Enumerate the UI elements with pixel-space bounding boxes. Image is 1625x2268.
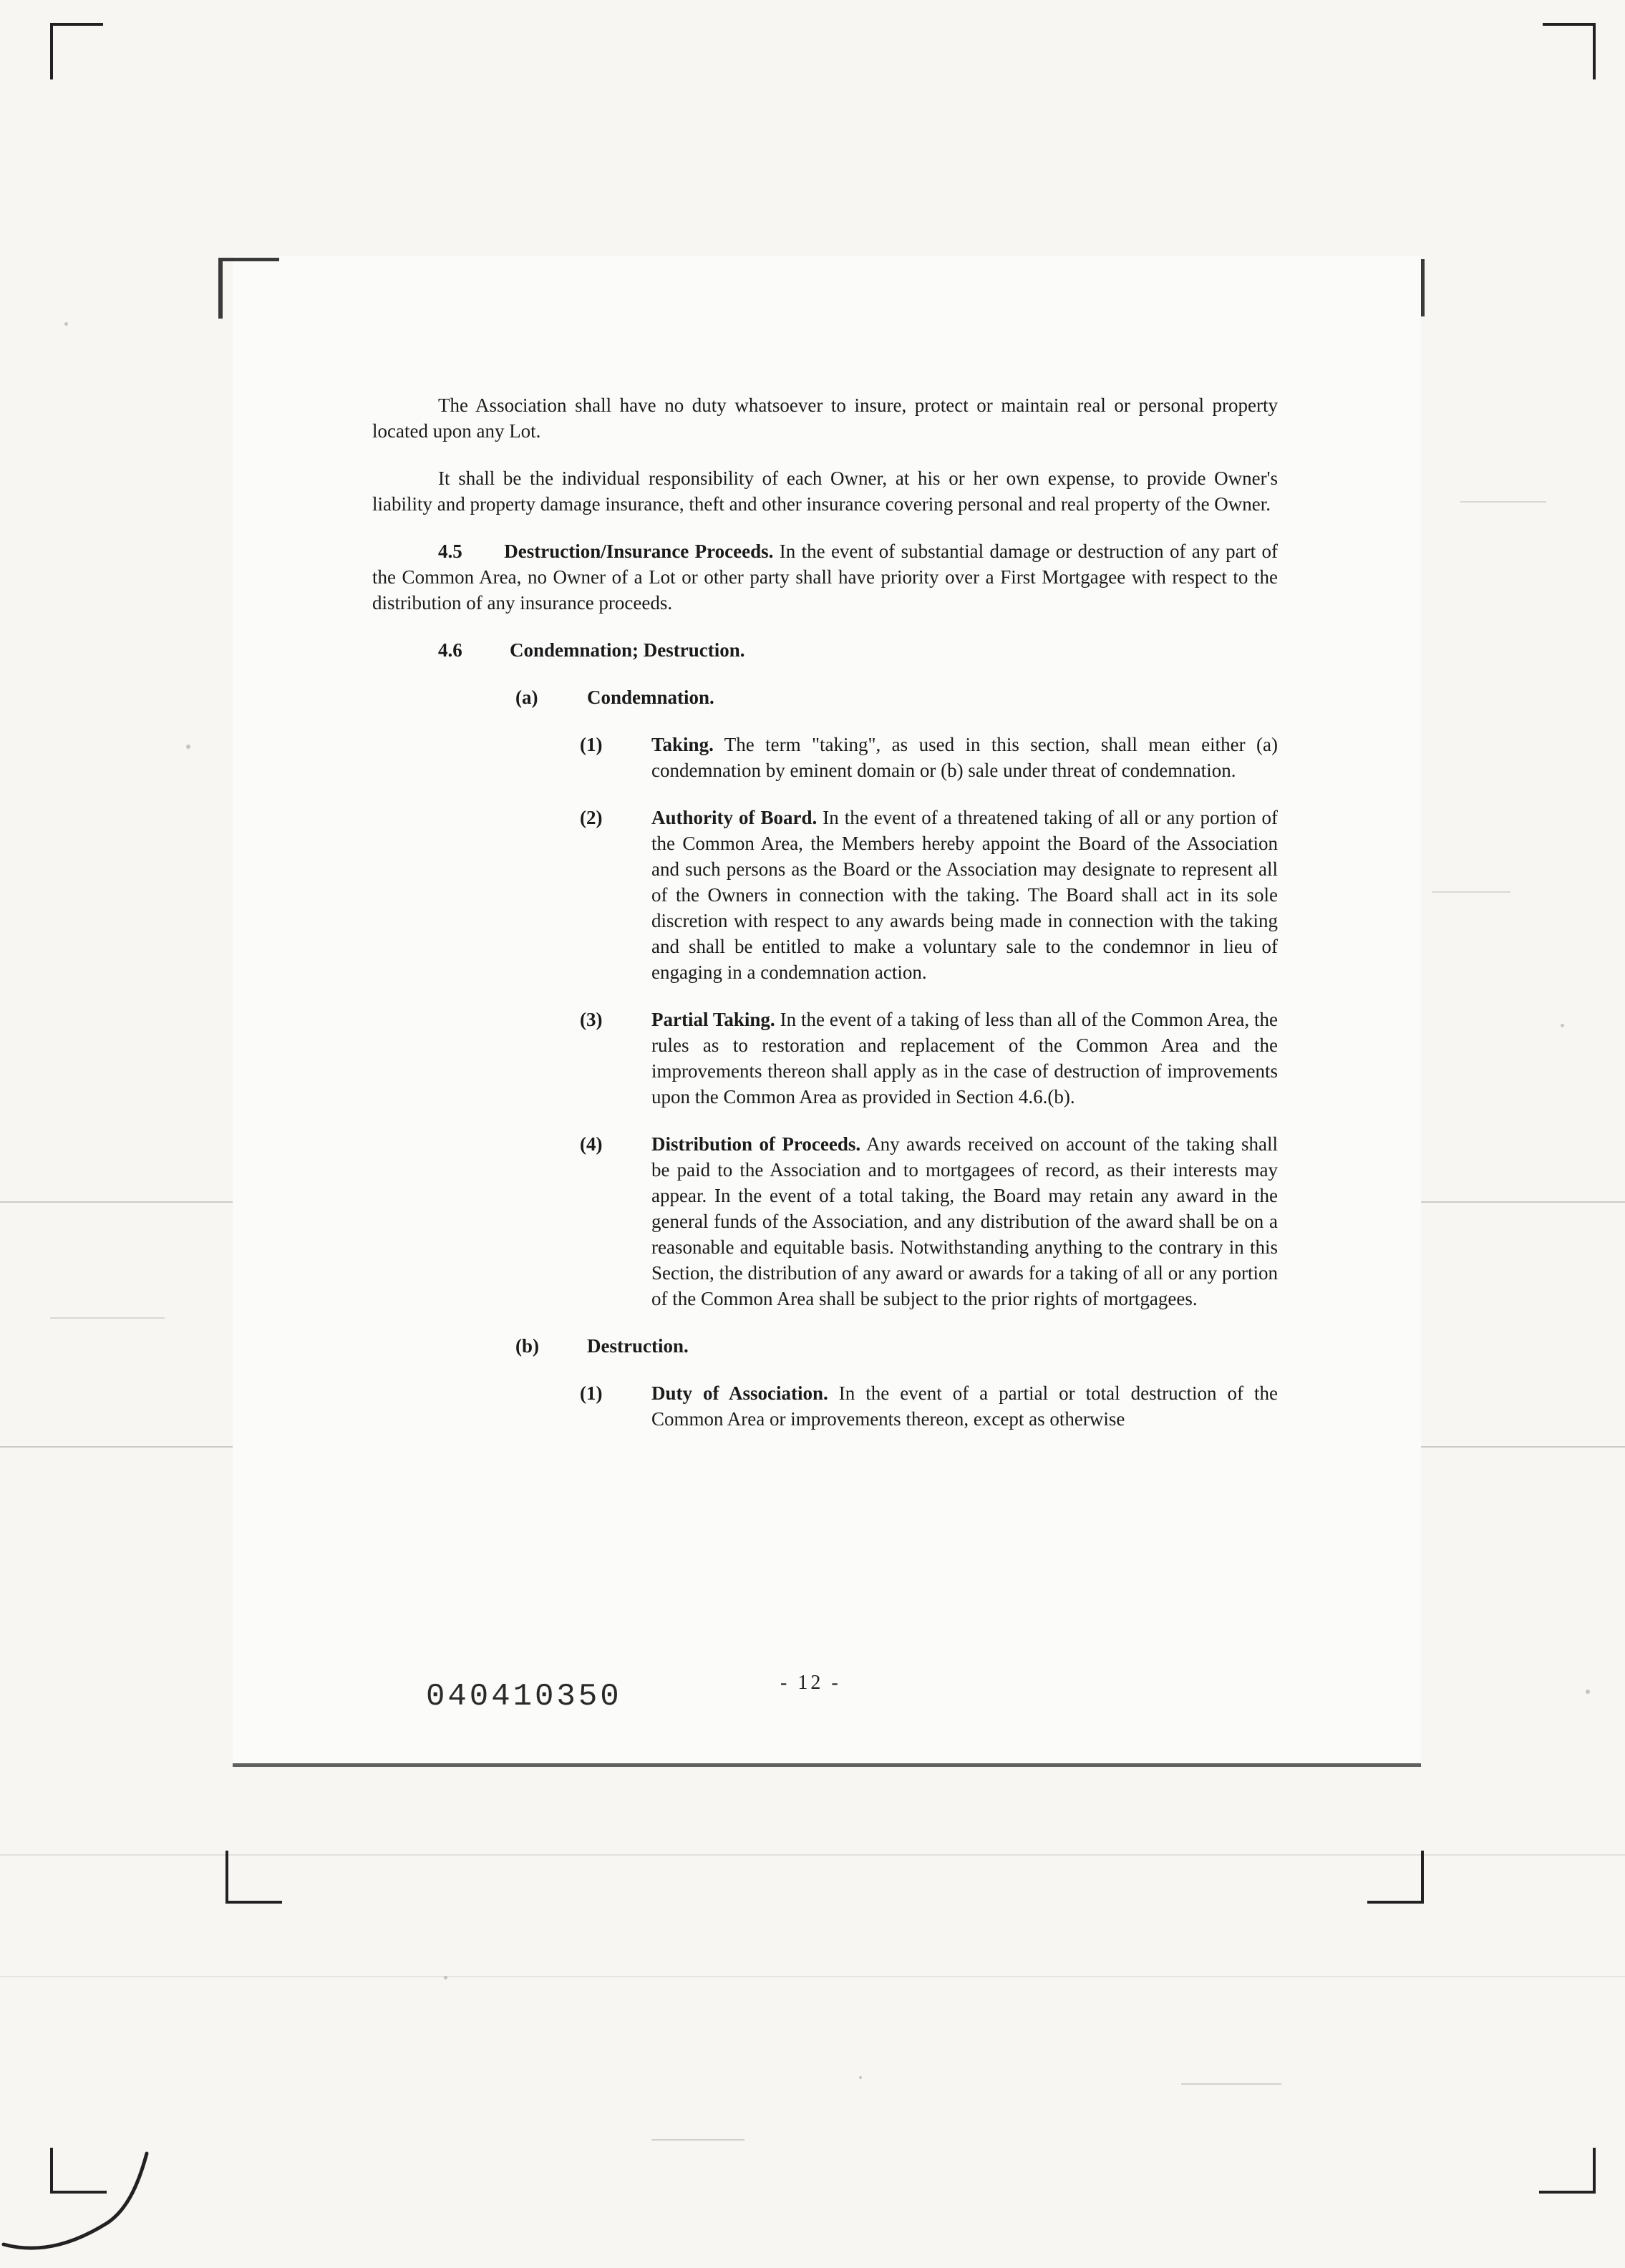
item-body xyxy=(651,732,1278,783)
scan-artifact-line xyxy=(1460,501,1546,503)
item-text: In the event of a threatened taking of all or any portion of the Common Area, the Members hereby appoint the Board of the Association and such persons as the Board or the Association may designate to represent all of the Owners in connection with the taking. The Board shall act in its sole discretion with respect to any awards being made in connection with the taking and shall be entitled to make a voluntary sale to the condemnor in lieu of engaging in a condemnation action. xyxy=(651,807,1279,983)
item-text: In the event of a partial or total destruction of the Common Area or improvements thereon, except as otherwise xyxy=(651,1382,1279,1430)
item-text: In the event of a taking of less than all of the Common Area, the rules as to restoration and replacement of the Common Area and the improvements thereon shall apply as in the case of destruction of improvements upon the Common Area as provided in Section 4.6.(b). xyxy=(651,1009,1279,1108)
item-title: Distribution of Proceeds. xyxy=(651,1133,861,1155)
item-text: Any awards received on account of the taking shall be paid to the Association and to mortgagees of record, as their interests may appear. In the event of a total taking, the Board may retain any award in the general funds of the Association, and any distribution of the award shall be on a reasonable and equitable basis. Notwithstanding anything to the contrary in this Section, the distribution of any award or awards for a taking of all or any portion of the Common Area shall be subject to the prior rights of mortgagees. xyxy=(651,1133,1279,1309)
subsection-label: (a) xyxy=(515,687,538,708)
scan-speck xyxy=(1586,1690,1590,1694)
crop-mark-inner-bottom-right xyxy=(1367,1851,1424,1904)
crop-mark-top-right xyxy=(1543,23,1596,79)
list-item xyxy=(580,1380,1278,1432)
item-body xyxy=(651,1131,1278,1312)
item-title: Authority of Board. xyxy=(651,807,818,828)
scan-speck xyxy=(64,322,68,326)
section-title: Condemnation; Destruction. xyxy=(510,639,745,661)
scan-artifact-line xyxy=(1421,1201,1625,1203)
scan-artifact-line xyxy=(0,1976,1625,1977)
list-item xyxy=(580,1007,1278,1110)
scan-artifact-line xyxy=(0,1446,236,1448)
inner-page-bottom-edge xyxy=(233,1763,1421,1767)
subsection-b-heading xyxy=(515,1333,1278,1359)
subsection-a-heading xyxy=(515,684,1278,710)
scan-speck xyxy=(1561,1024,1564,1027)
section-number: 4.6 xyxy=(438,639,462,661)
subsection-title: Destruction. xyxy=(587,1335,689,1357)
scan-speck xyxy=(186,745,190,749)
scan-artifact-line xyxy=(651,2139,744,2141)
subsection-label: (b) xyxy=(515,1335,539,1357)
scan-artifact-line xyxy=(1432,891,1510,893)
scan-artifact-line xyxy=(0,1201,236,1203)
item-label: (4) xyxy=(580,1133,603,1155)
scan-speck xyxy=(444,1976,447,1979)
list-item xyxy=(580,805,1278,985)
item-label: (1) xyxy=(580,734,603,755)
scan-speck xyxy=(859,2076,862,2079)
paragraph: It shall be the individual responsibility of each Owner, at his or her own expense, to provide Owner's liability and property damage insurance, theft and other insurance covering personal and real property of the Owner. xyxy=(372,467,1278,515)
item-label: (2) xyxy=(580,807,603,828)
inner-page-left-edge xyxy=(218,258,223,319)
handwritten-stroke xyxy=(0,2148,165,2268)
item-body xyxy=(651,805,1278,985)
item-title: Taking. xyxy=(651,734,714,755)
scan-artifact-line xyxy=(1181,2083,1281,2085)
section-title: Destruction/Insurance Proceeds. xyxy=(504,541,774,562)
document-body xyxy=(372,392,1278,1432)
document-number-stamp: 040410350 xyxy=(426,1679,622,1715)
item-title: Duty of Association. xyxy=(651,1382,828,1404)
item-label: (1) xyxy=(580,1382,603,1404)
paragraph: The Association shall have no duty whatsoever to insure, protect or maintain real or personal property located upon any Lot. xyxy=(372,394,1278,442)
item-label: (3) xyxy=(580,1009,603,1030)
crop-mark-top-left xyxy=(50,23,103,79)
item-title: Partial Taking. xyxy=(651,1009,775,1030)
crop-mark-inner-bottom-left xyxy=(225,1851,282,1904)
section-4-5 xyxy=(372,538,1278,616)
list-item xyxy=(580,1131,1278,1312)
scan-artifact-line xyxy=(1421,1446,1625,1448)
scan-artifact-line xyxy=(50,1317,165,1319)
section-4-6-heading xyxy=(438,637,1278,663)
section-text: In the event of substantial damage or destruction of any part of the Common Area, no Owner of a Lot or other party shall have priority over a First Mortgagee with respect to the distribution of any insurance proceeds. xyxy=(372,541,1279,614)
section-number: 4.5 xyxy=(438,541,462,562)
inner-page-right-edge xyxy=(1421,259,1425,316)
subsection-title: Condemnation. xyxy=(587,687,714,708)
list-item xyxy=(580,732,1278,783)
crop-mark-bottom-right xyxy=(1539,2148,1596,2194)
inner-page-top-edge xyxy=(218,258,279,261)
item-body xyxy=(651,1380,1278,1432)
item-text: The term "taking", as used in this section, shall mean either (a) condemnation by eminent domain or (b) sale under threat of condemnation. xyxy=(651,734,1278,781)
page-number: - 12 - xyxy=(780,1672,841,1694)
item-body xyxy=(651,1007,1278,1110)
